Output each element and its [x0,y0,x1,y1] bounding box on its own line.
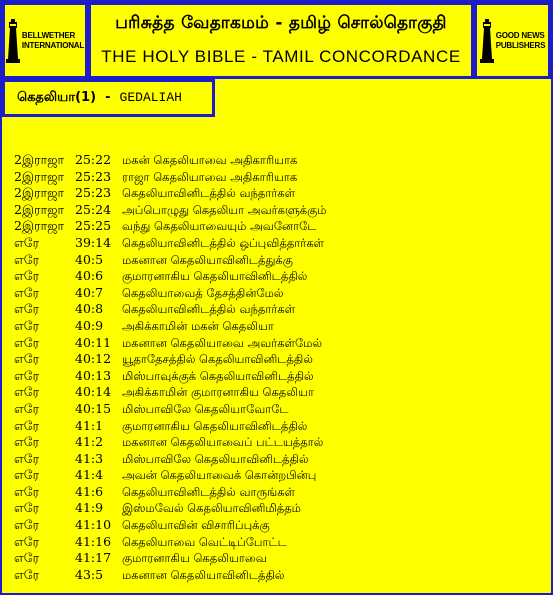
entry-text: கெதலியாவினிடத்தில் வந்தார்கள் [122,186,296,201]
entry-text: மிஸ்பாவிலே கெதலியாவினிடத்தில் [122,451,309,466]
entry-reference: 41:2 [75,434,104,450]
entry-book: எரே [14,500,40,516]
entry-text: யூதாதேசத்தில் கெதலியாவினிடத்தில் [122,352,313,367]
entry-reference: 25:25 [75,218,112,234]
entry-reference: 40:11 [75,334,112,350]
list-item [14,534,534,551]
entry-text: அவன் கெதலியாவைக் கொன்றபின்பு [122,468,317,483]
entry-reference: 40:6 [75,268,104,284]
entry-book: 2இராஜா [14,218,65,234]
list-item [14,567,534,584]
list-item [14,384,534,401]
list-item [14,500,534,517]
entry-book: எரே [14,566,40,582]
list-item [14,434,534,451]
entry-text: கெதலியாவினிடத்தில் வந்தார்கள் [122,302,296,317]
entry-text: கெதலியாவைத் தேசத்தின்மேல் [122,285,284,300]
entry-text: மிஸ்பாவுக்குக் கெதலியாவினிடத்தில் [122,368,314,383]
entry-text: குமாரனாகிய கெதலியாவினிடத்தில் [122,418,308,433]
list-item [14,285,534,302]
headword-english: GEDALIAH [119,90,182,105]
entry-text: மகனான கெதலியாவினிடத்துக்கு [122,252,293,267]
headword-tamil: கெதலியா(1) [17,90,97,105]
title-tamil: பரிசுத்த வேதாகமம் - தமிழ் சொல்தொகுதி [115,13,447,33]
entry-book: எரே [14,301,40,317]
entry-text: அப்பொழுது கெதலியா அவர்களுக்கும் [122,202,327,217]
list-item [14,268,534,285]
entry-book: எரே [14,251,40,267]
entry-text: கெதலியாவினிடத்தில் ஒப்புவித்தார்கள் [122,235,325,250]
lighthouse-icon [480,19,494,63]
entry-text: குமாரனாகிய கெதலியாவை [122,551,267,566]
list-item [14,335,534,352]
list-item [14,517,534,534]
concordance-list [14,152,534,583]
bellwether-logo [2,2,88,79]
logo-left-line-2: INTERNATIONAL [21,40,85,50]
entry-reference: 41:17 [75,550,112,566]
entry-book: எரே [14,400,40,416]
list-item [14,368,534,385]
entry-reference: 40:12 [75,351,112,367]
entry-reference: 41:9 [75,500,104,516]
entry-text: மகனான கெதலியாவினிடத்தில் [122,567,285,582]
entry-reference: 40:13 [75,367,112,383]
entry-book: எரே [14,351,40,367]
list-item [14,467,534,484]
entry-book: 2இராஜா [14,152,65,167]
entry-book: எரே [14,483,40,499]
entry-reference: 25:22 [75,152,112,167]
entry-book: எரே [14,467,40,483]
entry-reference: 43:5 [75,566,104,582]
entry-reference: 25:23 [75,185,112,201]
entry-text: மகனான கெதலியாவைப் பட்டயத்தால் [122,435,324,450]
list-item [14,152,534,169]
entry-text: கெதலியாவின் விசாரிப்புக்கு [122,518,270,533]
entry-book: எரே [14,268,40,284]
list-item [14,252,534,269]
entry-text: மகனான கெதலியாவை அவர்கள்மேல் [122,335,322,350]
entry-text: மகன் கெதலியாவை அதிகாரியாக [122,153,298,167]
list-item [14,484,534,501]
entry-book: எரே [14,367,40,383]
list-item [14,218,534,235]
entry-reference: 40:8 [75,301,104,317]
title-box [88,2,474,79]
list-item [14,301,534,318]
entry-reference: 41:10 [75,517,112,533]
entry-reference: 41:3 [75,450,104,466]
entry-book: எரே [14,417,40,433]
entry-book: எரே [14,384,40,400]
lighthouse-icon [6,19,20,63]
list-item [14,202,534,219]
list-item [14,318,534,335]
entry-reference: 41:16 [75,533,112,549]
entry-text: வந்து கெதலியாவையும் அவனோடே [122,219,317,234]
entry-book: எரே [14,450,40,466]
entry-book: எரே [14,434,40,450]
entry-reference: 41:4 [75,467,104,483]
title-english: THE HOLY BIBLE - TAMIL CONCORDANCE [101,47,461,66]
entry-book: எரே [14,334,40,350]
list-item [14,451,534,468]
entry-text: அகிக்காமின் மகன் கெதலியா [122,318,274,333]
entry-text: ராஜா கெதலியாவை அதிகாரியாக [122,169,298,184]
list-item [14,418,534,435]
entry-reference: 41:1 [75,417,104,433]
entry-reference: 25:23 [75,168,112,184]
list-item [14,169,534,186]
entry-reference: 40:9 [75,317,104,333]
list-item [14,235,534,252]
entry-book: 2இராஜா [14,168,65,184]
entry-book: 2இராஜா [14,201,65,217]
logo-right-line-2: PUBLISHERS [495,40,546,50]
entry-text: இஸ்மவேல் கெதலியாவினிமித்தம் [122,501,301,516]
headword-box [2,79,215,117]
good-news-logo [474,2,551,79]
list-item [14,550,534,567]
entry-reference: 40:7 [75,284,104,300]
entry-book: 2இராஜா [14,185,65,201]
list-item [14,185,534,202]
entry-reference: 40:15 [75,400,112,416]
entry-reference: 40:5 [75,251,104,267]
entry-text: கெதலியாவினிடத்தில் வாருங்கள் [122,484,295,499]
headword-separator: - [105,90,111,105]
logo-right-line-1: GOOD NEWS [495,30,545,40]
entry-book: எரே [14,533,40,549]
list-item [14,351,534,368]
entry-reference: 25:24 [75,201,112,217]
entry-reference: 41:6 [75,483,104,499]
logo-left-line-1: BELLWETHER [21,30,76,40]
entry-book: எரே [14,550,40,566]
entry-text: மிஸ்பாவிலே கெதலியாவோடே [122,401,289,416]
list-item [14,401,534,418]
entry-text: குமாரனாகிய கெதலியாவினிடத்தில் [122,269,308,284]
entry-reference: 40:14 [75,384,112,400]
entry-text: கெதலியாவை வெட்டிப்போட்ட [122,534,287,549]
entry-book: எரே [14,284,40,300]
entry-book: எரே [14,317,40,333]
entry-text: அகிக்காமின் குமாரனாகிய கெதலியா [122,385,314,400]
entry-book: எரே [14,234,40,250]
entry-reference: 39:14 [75,234,112,250]
entry-book: எரே [14,517,40,533]
